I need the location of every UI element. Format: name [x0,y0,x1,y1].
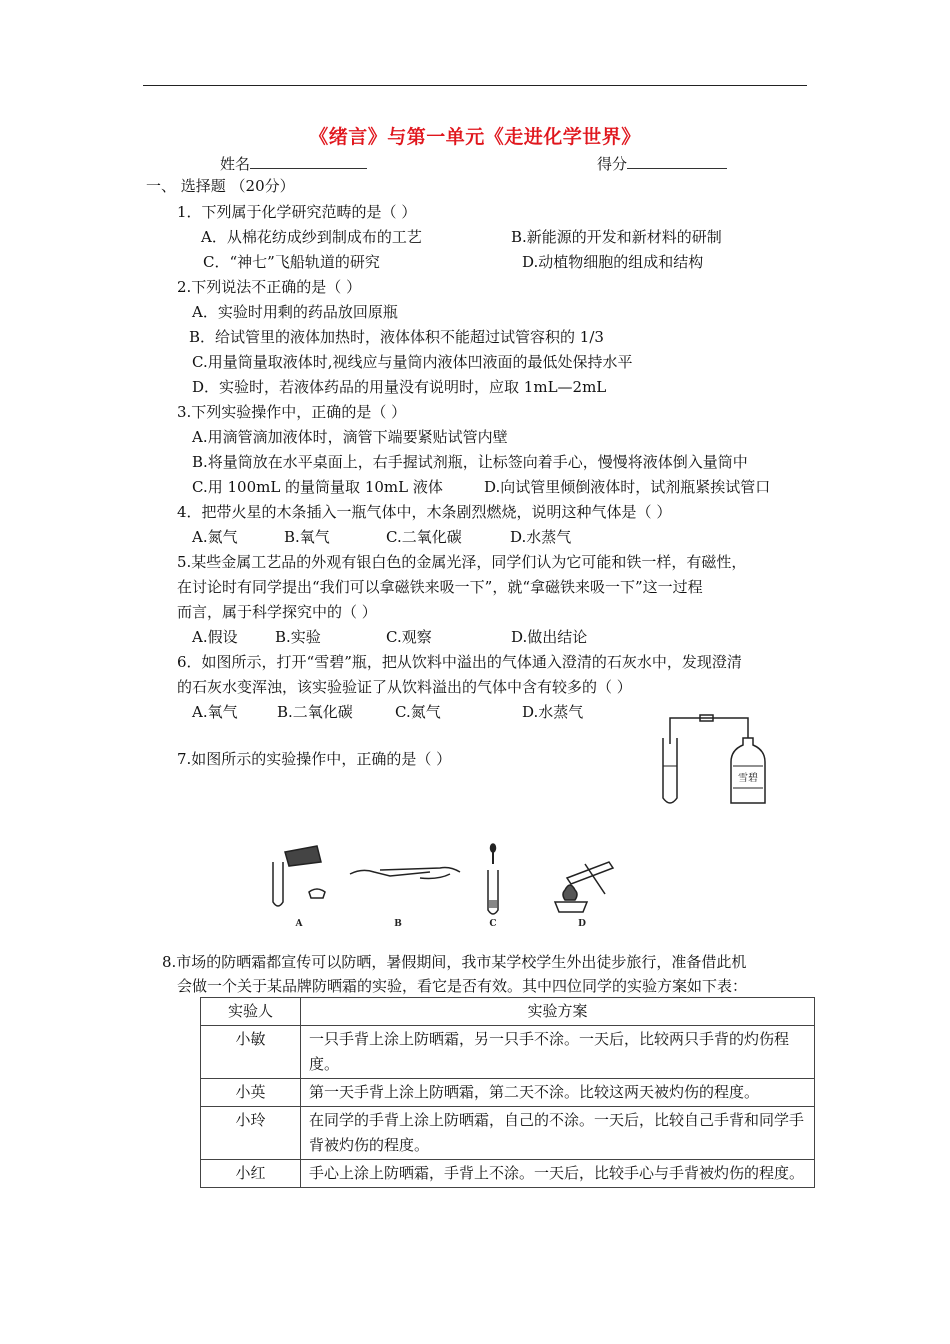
q3-stem: 3.下列实验操作中，正确的是（ ） [177,403,407,421]
q4-stem: 4．把带火星的木条插入一瓶气体中，木条剧烈燃烧，说明这种气体是（ ） [177,503,672,521]
page-title: 《绪言》与第一单元《走进化学世界》 [309,126,641,148]
q4-option-d: D.水蒸气 [510,528,572,546]
table-header-cell: 实验人 [201,998,301,1026]
q3-option-a: A.用滴管滴加液体时，滴管下端要紧贴试管内壁 [192,428,508,446]
delivery-tube-icon [670,718,748,744]
q5-option-a: A.假设 [192,628,238,646]
q4-option-a: A.氮气 [192,528,238,546]
tube-holder-icon [350,868,460,879]
section-heading: 一、 选择题 （20分） [146,177,295,195]
q2-option-d: D．实验时，若液体药品的用量没有说明时，应取 1mL—2mL [192,378,607,396]
q3-option-c: C.用 100mL 的量筒量取 10mL 液体 [192,478,443,496]
q3-option-d: D.向试管里倾倒液体时，试剂瓶紧挨试管口 [484,478,771,496]
q2-option-b: B．给试管里的液体加热时，液体体积不能超过试管容积的 1/3 [189,328,604,346]
table-cell-person: 小敏 [201,1026,301,1079]
q6-option-b: B.二氧化碳 [277,703,353,721]
q4-option-b: B.氧气 [284,528,330,546]
q7-operations-figure [265,842,625,930]
q5-option-c: C.观察 [386,628,432,646]
q1-option-a: A．从棉花纺成纱到制成布的工艺 [201,228,422,246]
score-label: 得分 [597,155,628,173]
pouring-liquid-icon [273,846,325,906]
header-rule [143,85,807,86]
q7-stem: 7.如图所示的实验操作中，正确的是（ ） [177,750,452,768]
table-header-cell: 实验方案 [301,998,815,1026]
score-blank[interactable] [627,153,727,169]
q5-line1: 5.某些金属工艺品的外观有银白色的金属光泽，同学们认为它可能和铁一样，有磁性， [177,553,747,571]
q5-line3: 而言，属于科学探究中的（ ） [177,603,377,621]
q6-option-c: C.氮气 [395,703,441,721]
q7-label-c: C [489,919,497,929]
q2-stem: 2.下列说法不正确的是（ ） [177,278,362,296]
table-row [201,1079,815,1107]
table-row [201,1160,815,1188]
q6-option-a: A.氧气 [192,703,238,721]
table-cell-plan: 第一天手背上涂上防晒霜，第二天不涂。比较这两天被灼伤的程度。 [301,1079,815,1107]
q7-label-b: B [394,919,402,929]
q6-line1: 6．如图所示，打开“雪碧”瓶，把从饮料中溢出的气体通入澄清的石灰水中，发现澄清 [177,653,742,671]
q1-option-c: C．“神七”飞船轨道的研究 [203,253,380,271]
name-blank[interactable] [250,153,367,169]
q5-option-b: B.实验 [275,628,321,646]
q8-line1: 8.市场的防晒霜都宣传可以防晒，暑假期间，我市某学校学生外出徒步旅行，准备借此机 [162,953,747,971]
q1-stem: 1．下列属于化学研究范畴的是（ ） [177,203,417,221]
soda-bottle-icon [731,738,765,803]
table-cell-plan: 一只手背上涂上防晒霜，另一只手不涂。一天后，比较两只手背的灼伤程度。 [301,1026,815,1079]
table-cell-plan: 在同学的手背上涂上防晒霜，自己的不涂。一天后，比较自己手背和同学手背被灼伤的程度。 [301,1107,815,1160]
test-tube-icon [663,738,677,803]
q5-option-d: D.做出结论 [511,628,588,646]
q5-line2: 在讨论时有同学提出“我们可以拿磁铁来吸一下”，就“拿磁铁来吸一下”这一过程 [177,578,703,596]
table-cell-person: 小红 [201,1160,301,1188]
heating-tube-icon [555,862,613,912]
q6-option-d: D.水蒸气 [522,703,584,721]
q8-line2: 会做一个关于某品牌防晒霜的实验，看它是否有效。其中四位同学的实验方案如下表： [177,977,748,995]
name-field [220,153,367,173]
name-label: 姓名 [220,155,251,173]
q2-option-a: A．实验时用剩的药品放回原瓶 [192,303,398,321]
table-cell-plan: 手心上涂上防晒霜，手背上不涂。一天后，比较手心与手背被灼伤的程度。 [301,1160,815,1188]
table-cell-person: 小玲 [201,1107,301,1160]
bottle-label: 雪碧 [738,773,758,784]
table-header-row [201,998,815,1026]
q1-option-d: D.动植物细胞的组成和结构 [522,253,704,271]
q7-label-d: D [578,919,586,929]
table-row [201,1107,815,1160]
dropper-icon [488,844,498,914]
table-cell-person: 小英 [201,1079,301,1107]
q3-option-b: B.将量筒放在水平桌面上，右手握试剂瓶，让标签向着手心，慢慢将液体倒入量筒中 [192,453,748,471]
q6-line2: 的石灰水变浑浊，该实验验证了从饮料溢出的气体中含有较多的（ ） [177,678,632,696]
experiment-plan-table [200,997,815,1188]
q2-option-c: C.用量筒量取液体时,视线应与量筒内液体凹液面的最低处保持水平 [192,353,633,371]
table-row [201,1026,815,1079]
q1-option-b: B.新能源的开发和新材料的研制 [511,228,722,246]
q6-apparatus-figure [655,710,775,810]
q4-option-c: C.二氧化碳 [386,528,462,546]
q7-label-a: A [295,919,303,929]
score-field [597,153,727,173]
